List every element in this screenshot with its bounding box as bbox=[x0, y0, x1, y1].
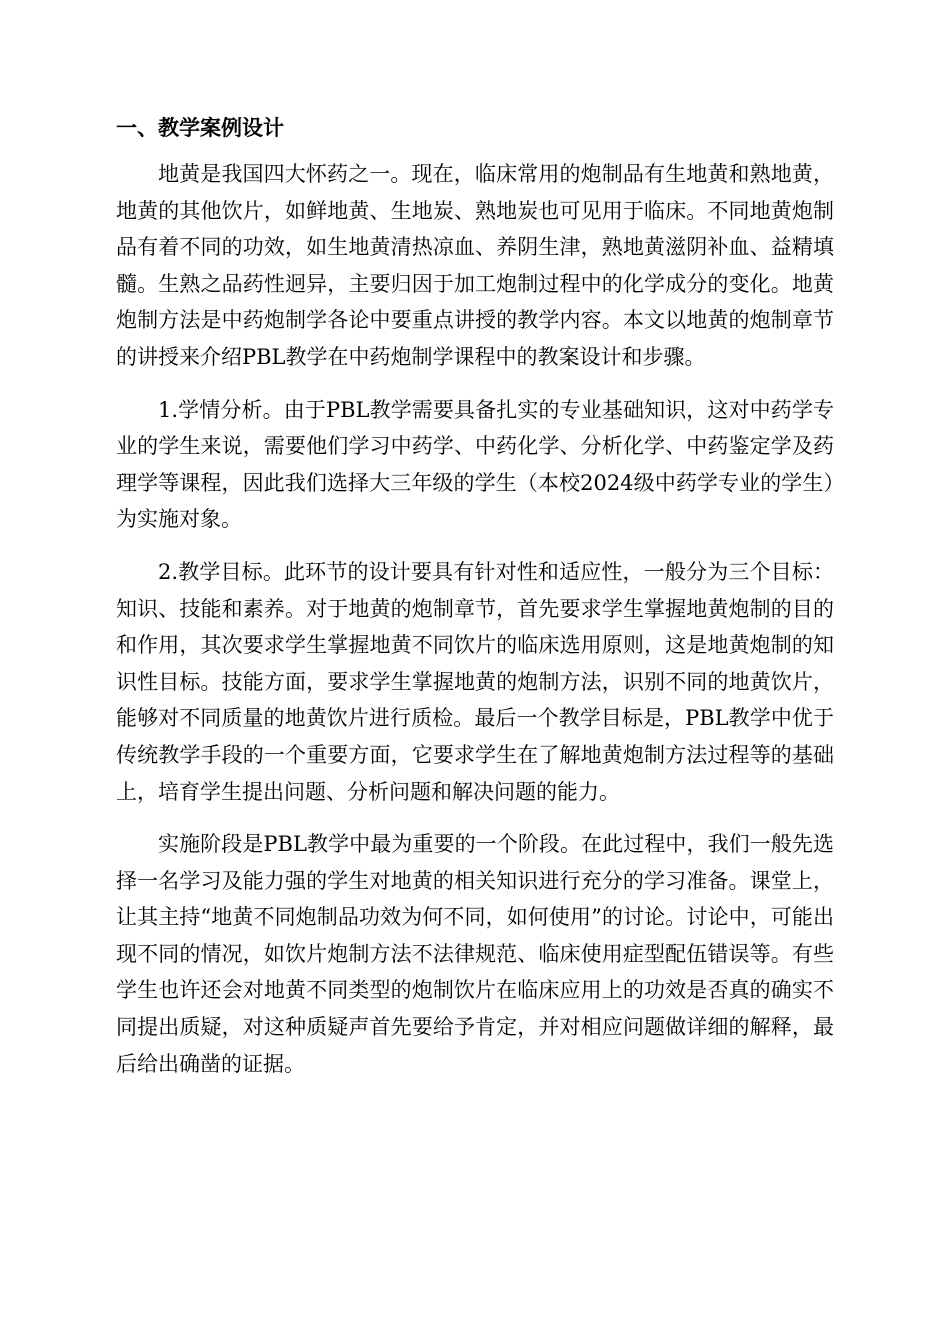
document-body bbox=[116, 112, 834, 1082]
paragraph-intro: 地黄是我国四大怀药之一。现在，临床常用的炮制品有生地黄和熟地黄，地黄的其他饮片，如鲜地黄、生地炭、熟地炭也可见用于临床。不同地黄炮制品有着不同的功效，如生地黄清热凉血、养阴生津，熟地黄滋阴补血、益精填髓。生熟之品药性迥异，主要归因于加工炮制过程中的化学成分的变化。地黄炮制方法是中药炮制学各论中要重点讲授的教学内容。本文以地黄的炮制章节的讲授来介绍PBL教学在中药炮制学课程中的教案设计和步骤。 bbox=[116, 162, 834, 369]
paragraph-learning-analysis: 1.学情分析。由于PBL教学需要具备扎实的专业基础知识，这对中药学专业的学生来说，需要他们学习中药学、中药化学、分析化学、中药鉴定学及药理学等课程，因此我们选择大三年级的学生（本校2024级中药学专业的学生）为实施对象。 bbox=[116, 397, 834, 532]
paragraph-teaching-objectives: 2.教学目标。此环节的设计要具有针对性和适应性，一般分为三个目标：知识、技能和素养。对于地黄的炮制章节，首先要求学生掌握地黄炮制的目的和作用，其次要求学生掌握地黄不同饮片的临床选用原则，这是地黄炮制的知识性目标。技能方面，要求学生掌握地黄的炮制方法，识别不同的地黄饮片，能够对不同质量的地黄饮片进行质检。最后一个教学目标是，PBL教学中优于传统教学手段的一个重要方面，它要求学生在了解地黄炮制方法过程等的基础上，培育学生提出问题、分析问题和解决问题的能力。 bbox=[116, 559, 834, 804]
paragraph-implementation: 实施阶段是PBL教学中最为重要的一个阶段。在此过程中，我们一般先选择一名学习及能力强的学生对地黄的相关知识进行充分的学习准备。课堂上，让其主持“地黄不同炮制品功效为何不同，如何使用”的讨论。讨论中，可能出现不同的情况，如饮片炮制方法不法律规范、临床使用症型配伍错误等。有些学生也许还会对地黄不同类型的炮制饮片在临床应用上的功效是否真的确实不同提出质疑，对这种质疑声首先要给予肯定，并对相应问题做详细的解释，最后给出确凿的证据。 bbox=[116, 832, 834, 1076]
section-heading: 一、教学案例设计 bbox=[116, 116, 284, 140]
